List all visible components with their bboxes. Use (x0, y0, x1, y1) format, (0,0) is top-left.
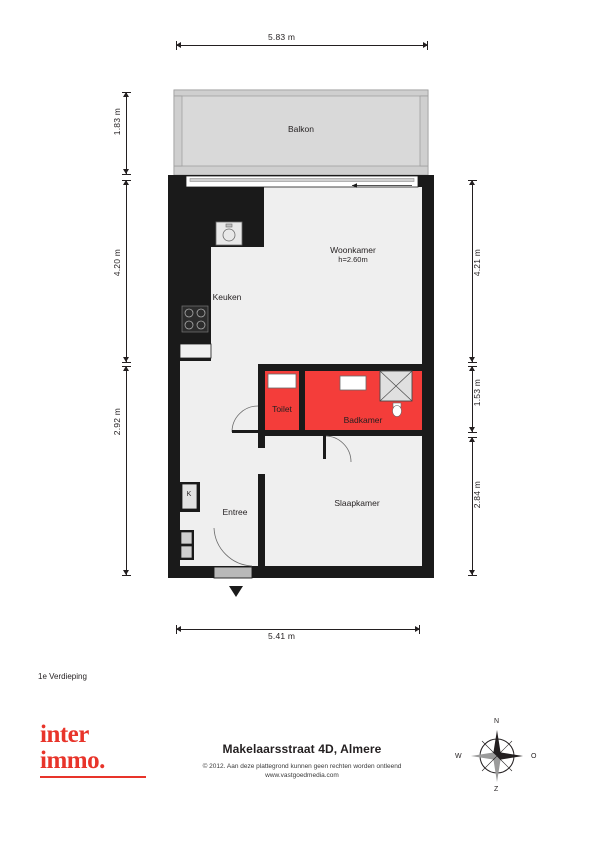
shower-icon (380, 371, 412, 401)
entrance-marker-icon (229, 586, 243, 597)
brand-logo-rule (40, 776, 146, 778)
compass-label-west: W (455, 753, 462, 760)
website-text: www.vastgoedmedia.com (265, 772, 339, 779)
brand-logo (40, 722, 160, 778)
kitchen-sink-icon (216, 222, 242, 245)
room-label-toilet: Toilet (272, 404, 292, 414)
room-label-badkamer: Badkamer (343, 415, 383, 425)
address-title: Makelaarsstraat 4D, Almere (222, 742, 382, 756)
front-door (214, 567, 252, 578)
woonkamer-name: Woonkamer (330, 245, 376, 255)
dimension-right-3-value: 2.84 m (472, 481, 482, 509)
bedroom-door (258, 448, 265, 474)
dimension-left-2-value: 4.20 m (112, 249, 122, 277)
compass-rose (452, 718, 542, 794)
compass-label-east: O (531, 753, 537, 760)
brand-logo-line1: inter (40, 721, 89, 748)
bathroom-basin-icon (340, 376, 366, 390)
dimension-left-3-value: 2.92 m (112, 408, 122, 436)
dimension-top-value: 5.83 m (268, 32, 296, 42)
room-label-balkon: Balkon (288, 124, 314, 134)
room-label-slaapkamer: Slaapkamer (334, 498, 380, 508)
floor-note: 1e Verdieping (38, 672, 87, 681)
room-label-keuken: Keuken (212, 292, 242, 302)
dimension-left-1-value: 1.83 m (112, 108, 122, 136)
kitchen-hob-icon (182, 306, 208, 332)
dimension-bottom-value: 5.41 m (268, 631, 296, 641)
compass-label-north: N (494, 718, 500, 725)
address-block (178, 742, 426, 780)
balcony-sliding-door (186, 176, 418, 188)
room-label-meterkast: K (186, 491, 192, 498)
copyright-text: © 2012. Aan deze plattegrond kunnen geen rechten worden ontleend (202, 763, 402, 770)
brand-logo-line2: immo. (40, 747, 105, 774)
toilet-fixture-icon (268, 374, 296, 388)
room-label-woonkamer (300, 245, 406, 264)
woonkamer-height: h=2.60m (338, 255, 368, 264)
compass-graphic (452, 718, 542, 794)
room-label-entree: Entree (222, 507, 248, 517)
dimension-right-2-value: 1.53 m (472, 379, 482, 407)
compass-label-south: Z (494, 786, 499, 793)
dimension-right-1-value: 4.21 m (472, 249, 482, 277)
